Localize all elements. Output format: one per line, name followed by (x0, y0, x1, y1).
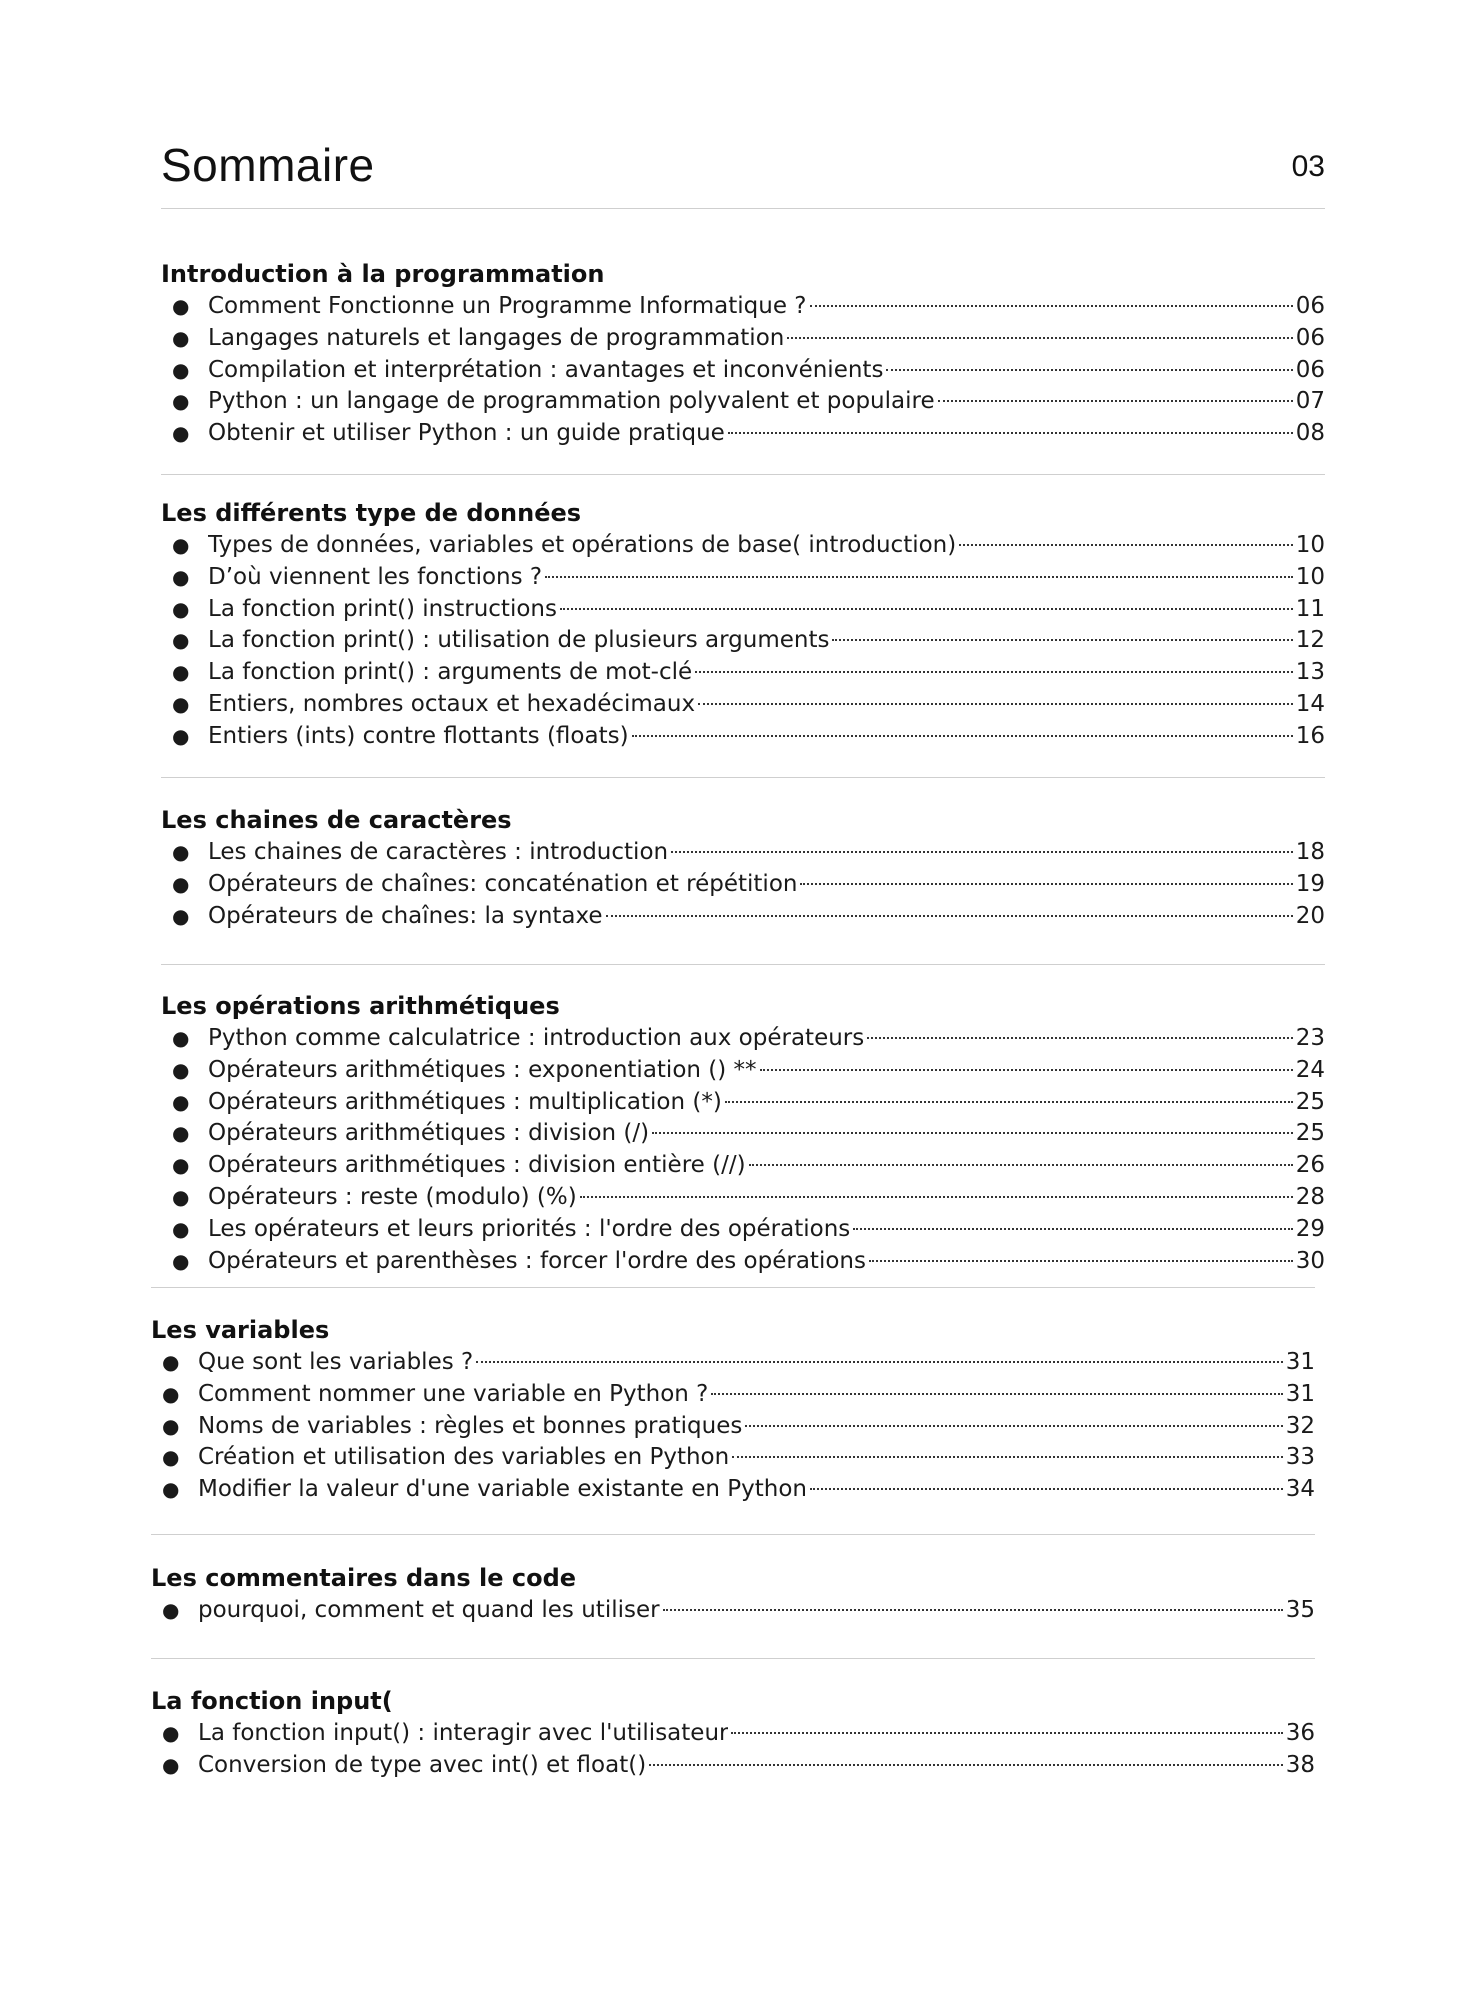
bullet-icon: ● (172, 1153, 190, 1178)
bullet-icon: ● (162, 1598, 180, 1622)
dot-leader (749, 1164, 1293, 1166)
toc-entry[interactable] (161, 837, 1325, 869)
toc-entry[interactable] (161, 657, 1325, 689)
entry-page-number: 13 (1295, 659, 1325, 686)
bullet-icon: ● (172, 1026, 190, 1050)
entry-page-number: 20 (1295, 902, 1325, 929)
entry-label: Conversion de type avec int() et float() (198, 1751, 647, 1778)
toc-entry[interactable] (151, 1718, 1315, 1750)
section-title: Introduction à la programmation (161, 260, 605, 288)
entry-page-number: 23 (1295, 1025, 1325, 1051)
toc-entry[interactable] (161, 625, 1325, 657)
dot-leader (606, 915, 1293, 917)
entry-list (151, 1718, 1315, 1782)
entry-page-number: 06 (1295, 356, 1325, 383)
toc-section (151, 1685, 1315, 1782)
entry-list (151, 1595, 1315, 1627)
entry-label: Opérateurs arithmétiques : division (/) (208, 1120, 650, 1147)
dot-leader (832, 639, 1292, 641)
bullet-icon: ● (172, 421, 190, 446)
toc-section (161, 990, 1325, 1277)
dot-leader (959, 544, 1292, 546)
bullet-icon: ● (172, 840, 190, 864)
entry-label: Opérateurs et parenthèses : forcer l'ordre des opérations (208, 1247, 866, 1274)
entry-page-number: 16 (1295, 722, 1325, 749)
section-divider (161, 964, 1325, 965)
dot-leader (810, 305, 1293, 307)
dot-leader (711, 1393, 1282, 1395)
dot-leader (652, 1132, 1293, 1134)
bullet-icon: ● (172, 1248, 190, 1273)
entry-page-number: 14 (1295, 690, 1325, 717)
page-header (161, 128, 1325, 209)
dot-leader (728, 432, 1293, 434)
toc-entry[interactable] (161, 386, 1325, 418)
entry-label: Entiers (ints) contre flottants (floats) (208, 722, 629, 749)
bullet-icon: ● (172, 1057, 190, 1082)
toc-entry[interactable] (151, 1379, 1315, 1411)
entry-label: La fonction print() : utilisation de plusieurs arguments (208, 627, 830, 654)
section-title: Les opérations arithmétiques (161, 992, 560, 1020)
entry-label: La fonction print() : arguments de mot-clé (208, 659, 693, 686)
bullet-icon: ● (172, 871, 190, 896)
toc-section (161, 258, 1325, 450)
dot-leader (671, 851, 1293, 853)
dot-leader (745, 1425, 1282, 1427)
entry-page-number: 18 (1295, 839, 1325, 865)
entry-page-number: 19 (1295, 870, 1325, 897)
entry-page-number: 07 (1295, 388, 1325, 415)
dot-leader (649, 1764, 1283, 1766)
entry-page-number: 08 (1295, 420, 1325, 447)
bullet-icon: ● (172, 325, 190, 350)
entry-page-number: 31 (1285, 1349, 1315, 1375)
dot-leader (938, 400, 1293, 402)
section-title: La fonction input( (151, 1687, 393, 1715)
entry-page-number: 12 (1295, 627, 1325, 654)
entry-label: Création et utilisation des variables en Python (198, 1444, 730, 1471)
entry-label: Opérateurs arithmétiques : multiplication (*) (208, 1088, 722, 1115)
entry-list (161, 1023, 1325, 1277)
toc-entry[interactable] (161, 1023, 1325, 1055)
toc-entry[interactable] (161, 1055, 1325, 1087)
entry-page-number: 06 (1295, 293, 1325, 319)
dot-leader (580, 1196, 1293, 1198)
toc-entry[interactable] (161, 1246, 1325, 1278)
dot-leader (731, 1732, 1282, 1734)
bullet-icon: ● (172, 357, 190, 382)
entry-label: Les chaines de caractères : introduction (208, 839, 669, 865)
section-title: Les variables (151, 1316, 330, 1344)
dot-leader (732, 1456, 1283, 1458)
dot-leader (695, 671, 1293, 673)
toc-section (161, 497, 1325, 753)
section-title: Les différents type de données (161, 499, 582, 527)
entry-label: Obtenir et utiliser Python : un guide pratique (208, 420, 725, 447)
entry-label: Que sont les variables ? (198, 1349, 474, 1375)
entry-page-number: 33 (1285, 1444, 1315, 1471)
entry-label: Comment nommer une variable en Python ? (198, 1380, 709, 1407)
toc-entry[interactable] (161, 689, 1325, 721)
entry-label: Les opérateurs et leurs priorités : l'ordre des opérations (208, 1215, 851, 1242)
entry-label: Comment Fonctionne un Programme Informatique ? (208, 293, 807, 319)
section-title: Les chaines de caractères (161, 806, 512, 834)
toc-entry[interactable] (161, 1150, 1325, 1182)
entry-label: pourquoi, comment et quand les utiliser (198, 1597, 660, 1623)
entry-page-number: 30 (1295, 1247, 1325, 1274)
bullet-icon: ● (162, 1445, 180, 1470)
toc-entry[interactable] (151, 1474, 1315, 1506)
entry-label: Langages naturels et langages de programmation (208, 324, 785, 351)
entry-label: Opérateurs arithmétiques : exponentiation () ** (208, 1056, 757, 1083)
toc-section (161, 804, 1325, 932)
entry-page-number: 06 (1295, 324, 1325, 351)
dot-leader (853, 1228, 1292, 1230)
toc-entry[interactable] (161, 418, 1325, 450)
dot-leader (760, 1069, 1293, 1071)
dot-leader (545, 576, 1293, 578)
entry-list (161, 837, 1325, 932)
toc-entry[interactable] (161, 1182, 1325, 1214)
dot-leader (476, 1361, 1282, 1363)
bullet-icon: ● (172, 691, 190, 716)
bullet-icon: ● (172, 1089, 190, 1114)
toc-entry[interactable] (161, 1214, 1325, 1246)
bullet-icon: ● (162, 1350, 180, 1374)
entry-page-number: 34 (1285, 1476, 1315, 1503)
entry-page-number: 28 (1295, 1183, 1325, 1210)
bullet-icon: ● (172, 564, 190, 589)
entry-label: Opérateurs de chaînes: concaténation et répétition (208, 870, 798, 897)
bullet-icon: ● (162, 1413, 180, 1438)
entry-list (161, 291, 1325, 450)
dot-leader (725, 1101, 1293, 1103)
toc-entry[interactable] (161, 323, 1325, 355)
toc-entry[interactable] (151, 1347, 1315, 1379)
entry-label: La fonction print() instructions (208, 595, 557, 622)
bullet-icon: ● (162, 1721, 180, 1745)
section-divider (151, 1658, 1315, 1659)
bullet-icon: ● (162, 1752, 180, 1777)
entry-label: Modifier la valeur d'une variable existante en Python (198, 1476, 807, 1503)
bullet-icon: ● (172, 533, 190, 557)
bullet-icon: ● (172, 723, 190, 748)
entry-page-number: 10 (1295, 532, 1325, 558)
bullet-icon: ● (172, 596, 190, 621)
entry-page-number: 25 (1295, 1088, 1325, 1115)
entry-label: La fonction input() : interagir avec l'utilisateur (198, 1720, 729, 1746)
dot-leader (560, 608, 1293, 610)
toc-entry[interactable] (161, 1118, 1325, 1150)
section-divider (161, 474, 1325, 475)
entry-page-number: 29 (1295, 1215, 1325, 1242)
toc-entry[interactable] (161, 901, 1325, 933)
toc-entry[interactable] (151, 1411, 1315, 1443)
toc-section (151, 1562, 1315, 1627)
entry-page-number: 35 (1285, 1597, 1315, 1623)
toc-entry[interactable] (161, 291, 1325, 323)
section-divider (161, 777, 1325, 778)
bullet-icon: ● (172, 903, 190, 928)
toc-entry[interactable] (151, 1595, 1315, 1627)
dot-leader (632, 735, 1293, 737)
entry-label: Noms de variables : règles et bonnes pratiques (198, 1412, 743, 1439)
entry-page-number: 25 (1295, 1120, 1325, 1147)
bullet-icon: ● (162, 1477, 180, 1502)
bullet-icon: ● (162, 1381, 180, 1406)
page-title: Sommaire (161, 139, 375, 191)
entry-page-number: 38 (1285, 1751, 1315, 1778)
toc-entry[interactable] (151, 1442, 1315, 1474)
entry-label: Compilation et interprétation : avantages et inconvénients (208, 356, 884, 383)
section-title: Les commentaires dans le code (151, 1564, 577, 1592)
dot-leader (800, 883, 1292, 885)
entry-label: Python : un langage de programmation polyvalent et populaire (208, 388, 935, 415)
entry-label: Entiers, nombres octaux et hexadécimaux (208, 690, 696, 717)
entry-label: Opérateurs de chaînes: la syntaxe (208, 902, 603, 929)
bullet-icon: ● (172, 389, 190, 414)
section-divider (151, 1287, 1315, 1288)
bullet-icon: ● (172, 294, 190, 318)
toc-section (151, 1314, 1315, 1506)
bullet-icon: ● (172, 660, 190, 685)
page-number: 03 (1291, 150, 1325, 183)
dot-leader (867, 1037, 1292, 1039)
toc-entry[interactable] (161, 1087, 1325, 1119)
toc-entry[interactable] (151, 1750, 1315, 1782)
bullet-icon: ● (172, 1184, 190, 1209)
entry-label: D’où viennent les fonctions ? (208, 563, 543, 590)
toc-entry[interactable] (161, 594, 1325, 626)
entry-page-number: 26 (1295, 1152, 1325, 1179)
dot-leader (787, 337, 1292, 339)
bullet-icon: ● (172, 1216, 190, 1241)
entry-label: Python comme calculatrice : introduction aux opérateurs (208, 1025, 865, 1051)
entry-page-number: 32 (1285, 1412, 1315, 1439)
entry-page-number: 11 (1295, 595, 1325, 622)
toc-entry[interactable] (161, 355, 1325, 387)
entry-list (151, 1347, 1315, 1506)
dot-leader (886, 369, 1292, 371)
toc-entry[interactable] (161, 562, 1325, 594)
bullet-icon: ● (172, 1121, 190, 1146)
entry-page-number: 31 (1285, 1380, 1315, 1407)
entry-label: Opérateurs : reste (modulo) (%) (208, 1183, 577, 1210)
bullet-icon: ● (172, 628, 190, 653)
toc-entry[interactable] (161, 869, 1325, 901)
entry-label: Opérateurs arithmétiques : division entière (//) (208, 1152, 746, 1179)
dot-leader (810, 1488, 1283, 1490)
section-divider (151, 1534, 1315, 1535)
entry-label: Types de données, variables et opérations de base( introduction) (208, 532, 957, 558)
entry-page-number: 10 (1295, 563, 1325, 590)
entry-page-number: 24 (1295, 1056, 1325, 1083)
dot-leader (869, 1260, 1293, 1262)
toc-entry[interactable] (161, 530, 1325, 562)
entry-list (161, 530, 1325, 753)
entry-page-number: 36 (1285, 1720, 1315, 1746)
toc-entry[interactable] (161, 721, 1325, 753)
dot-leader (698, 703, 1293, 705)
dot-leader (663, 1609, 1283, 1611)
